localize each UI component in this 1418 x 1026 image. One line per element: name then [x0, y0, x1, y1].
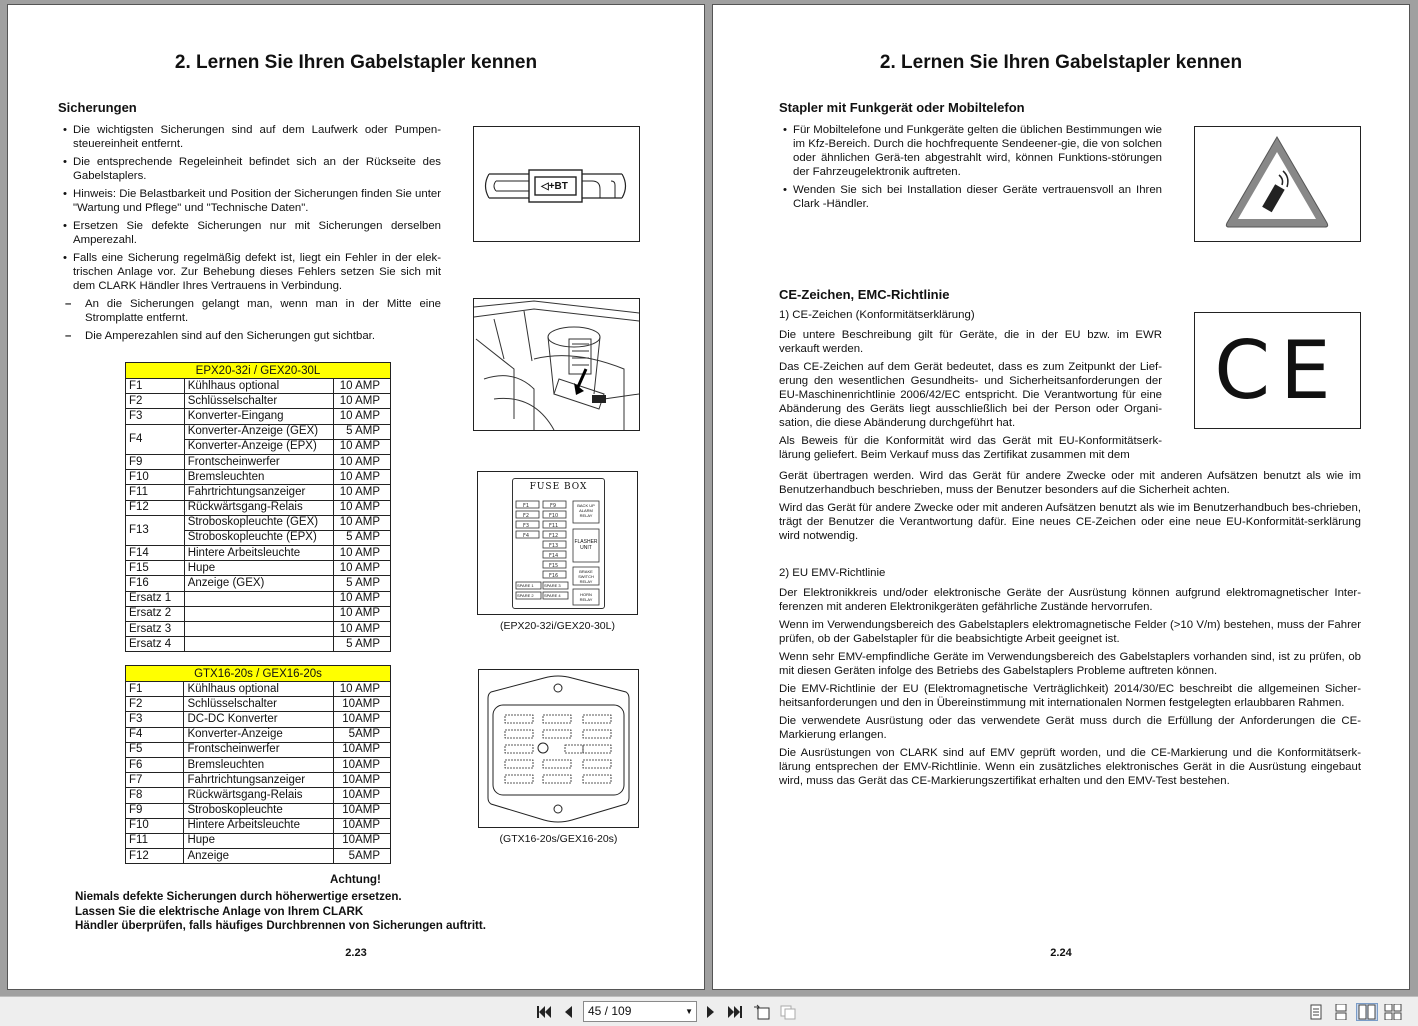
- svg-text:F1: F1: [523, 503, 530, 509]
- table-row: [126, 454, 391, 469]
- page-left: [7, 4, 705, 990]
- table-row: [126, 546, 391, 561]
- fuse-function: Schlüsselschalter: [184, 394, 334, 409]
- fuse-id: F3: [126, 712, 184, 727]
- fusebox-spare-label: SPARE 1: [517, 583, 534, 588]
- fuse-function: Stroboskopleuchte: [184, 803, 334, 818]
- table-row: [126, 773, 391, 788]
- last-page-icon[interactable]: [726, 1003, 744, 1021]
- paragraph: Wenn im Verwendungsbereich des Gabelstaplers elektromagnetische Felder (>10 V/m) bestehen, muss der Fahrer prüfen, ob der Gabelstapler für die beabsichtigte Arbeit geeignet ist.: [779, 619, 1361, 645]
- fit-icon[interactable]: [779, 1003, 797, 1021]
- fuse-function: Anzeige (GEX): [184, 576, 334, 591]
- paragraph: Die Ausrüstungen von CLARK sind auf EMV geprüft worden, und die CE-Markierung und die Konformitätserk-lärung entsprechen der EMV-Richtlinie. Wenn ein zusätzliches elektronisches Gerät in die Ausrüstung eingebaut wird, muss das Gerät das CE-Markierungszertifikat erhalten und den EMV-Test bestehen.: [779, 747, 1361, 787]
- fusebox-frame: [512, 478, 605, 609]
- page-title: 2. Lernen Sie Ihren Gabelstapler kennen: [879, 52, 1243, 73]
- fuse-rating: 5 AMP: [334, 576, 391, 591]
- fuse-id: F2: [126, 697, 184, 712]
- fuse-function: Frontscheinwerfer: [184, 742, 334, 757]
- fuse-rating: 5 AMP: [334, 530, 391, 545]
- table-row: [126, 712, 391, 727]
- ce-mark: CE: [1214, 324, 1341, 417]
- emv-subheading: 2) EU EMV-Richtlinie: [779, 567, 886, 579]
- ce-subheading: 1) CE-Zeichen (Konformitätserklärung): [779, 309, 975, 321]
- fuse-function: Schlüsselschalter: [184, 697, 334, 712]
- fuse-id: F9: [126, 803, 184, 818]
- fuse-function: Hupe: [184, 561, 334, 576]
- section-title-radio: Stapler mit Funkgerät oder Mobiltelefon: [779, 100, 1025, 115]
- fuse-rating: 10 AMP: [334, 470, 391, 485]
- bullet-item: • Ersetzen Sie defekte Sicherungen nur mit Sicherungen derselben Amperezahl.: [63, 219, 441, 247]
- fuse-function: [184, 622, 334, 637]
- bullet-item: • Die entsprechende Regeleinheit befindet sich an der Rückseite des Gabelstaplers.: [63, 155, 441, 183]
- svg-text:F9: F9: [550, 503, 557, 509]
- fuse-function: [184, 606, 334, 621]
- fusebox-relay-label: BRAKE SWITCH RELAY: [578, 569, 594, 584]
- table-row: [126, 409, 391, 424]
- next-page-icon[interactable]: [702, 1003, 720, 1021]
- dash-item: – Die Amperezahlen sind auf den Sicherungen gut sichtbar.: [65, 329, 441, 343]
- fuse-id: F7: [126, 773, 184, 788]
- warning-title: Achtung!: [330, 873, 381, 886]
- fuse-id: F10: [126, 470, 185, 485]
- fuse-function: Konverter-Anzeige: [184, 727, 334, 742]
- fuse-rating: 10 AMP: [334, 409, 391, 424]
- chevron-down-icon[interactable]: ▼: [685, 1007, 693, 1016]
- fuse-function: Fahrtrichtungsanzeiger: [184, 485, 334, 500]
- fuse-function: Bremsleuchten: [184, 757, 334, 772]
- page-title: 2. Lernen Sie Ihren Gabelstapler kennen: [174, 52, 538, 73]
- fuse-id: Ersatz 2: [126, 606, 185, 621]
- fuse-illustration: [473, 126, 640, 242]
- section-title-ce: CE-Zeichen, EMC-Richtlinie: [779, 287, 950, 302]
- fuse-function: Konverter-Eingang: [184, 409, 334, 424]
- table-row: [126, 470, 391, 485]
- svg-text:F13: F13: [549, 543, 559, 549]
- fuse-function: Kühlhaus optional: [184, 379, 334, 394]
- fusebox-title: FUSE BOX: [529, 482, 588, 492]
- bullet-item: • Hinweis: Die Belastbarkeit und Position der Sicherungen finden Sie unter "Wartung und Pflege" und "Technische Daten".: [63, 187, 441, 215]
- facing-icon[interactable]: [1356, 1003, 1378, 1021]
- fuse-function: Anzeige: [184, 849, 334, 864]
- table-row: [126, 637, 391, 652]
- fuse-rating: 10 AMP: [334, 500, 391, 515]
- fuse-function: Rückwärtsgang-Relais: [184, 788, 334, 803]
- svg-text:F2: F2: [523, 513, 530, 519]
- warning-triangle-icon: [1195, 127, 1360, 241]
- fuse-id: F12: [126, 849, 184, 864]
- fuse-function: Rückwärtsgang-Relais: [184, 500, 334, 515]
- fuse-id: F5: [126, 742, 184, 757]
- fuse-rating: 10AMP: [334, 697, 391, 712]
- table-row: [126, 561, 391, 576]
- fuse-function: Frontscheinwerfer: [184, 454, 334, 469]
- paragraph: Die verwendete Ausrüstung oder das verwendete Gerät muss durch die Erfüllung der Anforderungen die CE-Markierung erlangen.: [779, 715, 1361, 741]
- fuse-bullets: [63, 123, 441, 347]
- paragraph: Das CE-Zeichen auf dem Gerät bedeutet, dass es zum Zeitpunkt der Lief-erung den wesentlichen Gesundheits- und Sicherheitsanforderungen der EU-Maschinenrichtlinie 2006/42/EC entspricht. Die Verantwortung für eine Abänderung des Geräts liegt ausschließlich bei der Person oder Organi-sation, die diese Abänderung durchgeführt hat.: [779, 361, 1162, 429]
- fuse-id: F10: [126, 818, 184, 833]
- table-row: [126, 576, 391, 591]
- bullet-item: • Wenden Sie sich bei Installation dieser Geräte vertrauensvoll an Ihren Clark -Händler.: [783, 183, 1162, 211]
- fuse-rating: 10AMP: [334, 712, 391, 727]
- svg-text:F3: F3: [523, 523, 530, 529]
- radio-bullets: [783, 123, 1162, 215]
- emv-paragraphs: [779, 586, 1361, 792]
- fuse-rating: 10 AMP: [334, 546, 391, 561]
- fuse-function: DC-DC Konverter: [184, 712, 334, 727]
- table-row: [126, 818, 391, 833]
- fuse-rating: 5 AMP: [334, 637, 391, 652]
- fuse-table-gtx: [125, 665, 391, 864]
- fusebox-gtx-illustration: [478, 669, 639, 828]
- figure-caption: (EPX20-32i/GEX20-30L): [500, 620, 615, 632]
- table-row: [126, 622, 391, 637]
- ce-mark-illustration: [1194, 312, 1361, 429]
- paragraph: Wenn sehr EMV-empfindliche Geräte im Verwendungsbereich des Gabelstaplers vorhanden sind, ist zu prüfen, ob mit diesen Geräten infolge des Betriebs des Gabelstaplers Probleme auftreten können.: [779, 651, 1361, 677]
- fuse-id: F1: [126, 379, 185, 394]
- fusebox-spare-label: SPARE 3: [544, 583, 561, 588]
- ce-paragraphs-wide: [779, 469, 1361, 547]
- radio-warning-illustration: [1194, 126, 1361, 242]
- table-row: [126, 515, 391, 530]
- fusebox-relay-label: BACK UP ALARM RELAY: [577, 503, 595, 518]
- fusebox-gtx-drawing: [479, 670, 638, 827]
- fuse-function: Konverter-Anzeige (GEX): [184, 424, 334, 439]
- fuse-id: F11: [126, 485, 185, 500]
- svg-text:F4: F4: [523, 533, 530, 539]
- fuse-function: Stroboskopleuchte (EPX): [184, 530, 334, 545]
- paragraph: Die untere Beschreibung gilt für Geräte, die in der EU bzw. im EWR verkauft werden.: [779, 329, 1162, 355]
- svg-text:F11: F11: [549, 523, 559, 529]
- table-row: [126, 394, 391, 409]
- fuse-id: F4: [126, 727, 184, 742]
- fuse-id: F12: [126, 500, 185, 515]
- svg-text:F12: F12: [549, 533, 559, 539]
- paragraph: Der Elektronikkreis und/oder elektronische Geräte der Ausrüstung können aufgrund elektromagnetischer Inter-ferenzen mit anderen Elektronikgeräten gefährliche Zustände hervorrufen.: [779, 587, 1361, 613]
- fuse-rating: 10 AMP: [334, 394, 391, 409]
- fuse-rating: 10 AMP: [334, 622, 391, 637]
- warning-line: Niemals defekte Sicherungen durch höherwertige ersetzen.: [75, 890, 402, 903]
- fuse-id: F1: [126, 682, 184, 697]
- fuse-rating: 10 AMP: [334, 485, 391, 500]
- fuse-function: Konverter-Anzeige (EPX): [184, 439, 334, 454]
- forklift-fuse-location-illustration: [473, 298, 640, 431]
- table-header: GTX16-20s / GEX16-20s: [126, 666, 391, 682]
- page-number: 2.23: [345, 947, 367, 959]
- fuse-rating: 10 AMP: [334, 682, 391, 697]
- fuse-id: F11: [126, 833, 184, 848]
- single-page-icon[interactable]: [1307, 1003, 1325, 1021]
- fuse-rating: 10 AMP: [334, 439, 391, 454]
- table-row: [126, 697, 391, 712]
- page-right: [712, 4, 1410, 990]
- continuous-icon[interactable]: [1332, 1003, 1350, 1021]
- fuse-rating: 10 AMP: [334, 591, 391, 606]
- fuse-function: Stroboskopleuchte (GEX): [184, 515, 334, 530]
- paragraph: Die EMV-Richtlinie der EU (Elektromagnetische Verträglichkeit) 2014/30/EC beschreibt die allgemeinen Sicher-heitsanforderungen und den in Übereinstimmung mit internationalen Normen festgelegten erlaubbaren Rahmen.: [779, 683, 1361, 709]
- navigation-toolbar: [0, 996, 1418, 1026]
- table-row: [126, 757, 391, 772]
- bullet-item: • Für Mobiltelefone und Funkgeräte gelten die üblichen Bestimmungen wie im Kfz-Bereich. Durch die hochfrequente Sendeener-gie, die von solchen oder ähnlichen Gerä-ten abgestrahlt wird, können Funktions-störungen der Fahrzeugelektronik auftreten.: [783, 123, 1162, 179]
- fuse-rating: 10 AMP: [334, 454, 391, 469]
- fuse-rating: 10AMP: [334, 818, 391, 833]
- table-row: [126, 500, 391, 515]
- fuse-rating: 10 AMP: [334, 515, 391, 530]
- fuse-id: F13: [126, 515, 185, 545]
- forklift-drawing: [474, 299, 639, 430]
- fuse-id: Ersatz 4: [126, 637, 185, 652]
- fuse-function: Hupe: [184, 833, 334, 848]
- fuse-rating: 10 AMP: [334, 561, 391, 576]
- svg-text:F10: F10: [549, 513, 559, 519]
- fuse-rating: 10AMP: [334, 833, 391, 848]
- prev-page-icon[interactable]: [559, 1003, 577, 1021]
- fuse-id: F8: [126, 788, 184, 803]
- fusebox-spare-label: SPARE 2: [517, 593, 534, 598]
- warning-text: [75, 890, 595, 934]
- fuse-function: Hintere Arbeitsleuchte: [184, 818, 334, 833]
- table-row: [126, 788, 391, 803]
- figure-caption: (GTX16-20s/GEX16-20s): [499, 833, 618, 845]
- warning-line: Händler überprüfen, falls häufiges Durchbrennen von Sicherungen auftritt.: [75, 919, 486, 932]
- fuse-rating: 10AMP: [334, 803, 391, 818]
- table-row: [126, 379, 391, 394]
- warning-line: Lassen Sie die elektrische Anlage von Ihrem CLARK: [75, 904, 364, 918]
- fuse-rating: 5AMP: [334, 849, 391, 864]
- fuse-id: F16: [126, 576, 185, 591]
- fuse-rating: 10AMP: [334, 788, 391, 803]
- table-row: [126, 682, 391, 697]
- table-row: [126, 727, 391, 742]
- page-number: 2.24: [1050, 947, 1072, 959]
- bullet-item: • Falls eine Sicherung regelmäßig defekt ist, liegt ein Fehler in der elek-trischen Anlage vor. Zur Behebung dieses Fehlers setzen Sie sich mit dem CLARK Händler Ihres Vertrauens in Verbindung.: [63, 251, 441, 293]
- fuse-label: ◁+BT: [541, 181, 568, 192]
- section-title-fuses: Sicherungen: [58, 100, 137, 115]
- table-row: [126, 742, 391, 757]
- fuse-rating: 10 AMP: [334, 606, 391, 621]
- fuse-id: F3: [126, 409, 185, 424]
- fuse-id: F15: [126, 561, 185, 576]
- fusebox-relay-label: FLASHER UNIT: [574, 539, 598, 551]
- table-row: [126, 485, 391, 500]
- page-number-input[interactable]: [583, 1001, 697, 1022]
- fuse-id: F6: [126, 757, 184, 772]
- fuse-function: Fahrtrichtungsanzeiger: [184, 773, 334, 788]
- fuse-id: F14: [126, 546, 185, 561]
- fuse-id: Ersatz 3: [126, 622, 185, 637]
- dash-item: – An die Sicherungen gelangt man, wenn man in der Mitte eine Stromplatte entfernt.: [65, 297, 441, 325]
- table-header: EPX20-32i / GEX20-30L: [126, 363, 391, 379]
- fuse-id: F2: [126, 394, 185, 409]
- fuse-rating: 10AMP: [334, 773, 391, 788]
- fuse-id: Ersatz 1: [126, 591, 185, 606]
- paragraph: Wird das Gerät für andere Zwecke oder mit anderen Aufsätzen benutzt als wie im Benutzerhandbuch bes-chrieben, trägt der Benutzer die Verantwortung dafür. Eine neues CE-Zeichen oder eine neue EU-Konformität-serklärung wird notwendig.: [779, 502, 1361, 542]
- bullet-item: • Die wichtigsten Sicherungen sind auf dem Laufwerk oder Pumpen-steuereinheit entfernt.: [63, 123, 441, 151]
- first-page-icon[interactable]: [535, 1003, 553, 1021]
- paragraph: Als Beweis für die Konformität wird das Gerät mit EU-Konformitätserk-lärung geliefert. Beim Verkauf muss das Zertifikat zusammen mit dem: [779, 435, 1162, 461]
- paragraph: Gerät übertragen werden. Wird das Gerät für andere Zwecke oder mit anderen Aufsätzen benutzt als wie im Benutzerhandbuch beschrieben, muss der Benutzer besonders auf die Sicherheit achten.: [779, 470, 1361, 496]
- table-row: [126, 803, 391, 818]
- fuse-function: [184, 637, 334, 652]
- fuse-rating: 5 AMP: [334, 424, 391, 439]
- fusebox-epx-illustration: [477, 471, 638, 615]
- fuse-table-epx: [125, 362, 391, 652]
- table-row: [126, 606, 391, 621]
- fuse-rating: 10 AMP: [334, 379, 391, 394]
- svg-text:F16: F16: [549, 573, 559, 579]
- fuse-rating: 10AMP: [334, 757, 391, 772]
- table-row: [126, 591, 391, 606]
- table-row: [126, 849, 391, 864]
- ce-paragraphs: [779, 328, 1162, 462]
- fusebox-relay-label: HORN RELAY: [579, 592, 593, 602]
- fuse-function: Bremsleuchten: [184, 470, 334, 485]
- fuse-id: F9: [126, 454, 185, 469]
- rotate-icon[interactable]: [753, 1003, 771, 1021]
- page-indicator: 45 / 109: [588, 1004, 632, 1018]
- fusebox-spare-label: SPARE 4: [544, 593, 561, 598]
- table-row: [126, 424, 391, 439]
- fuse-function: Kühlhaus optional: [184, 682, 334, 697]
- fuse-id: F4: [126, 424, 185, 454]
- svg-text:F15: F15: [549, 563, 559, 569]
- facing-continuous-icon[interactable]: [1384, 1003, 1402, 1021]
- fuse-rating: 10AMP: [334, 742, 391, 757]
- svg-text:F14: F14: [549, 553, 559, 559]
- fuse-function: Hintere Arbeitsleuchte: [184, 546, 334, 561]
- fuse-function: [184, 591, 334, 606]
- table-row: [126, 833, 391, 848]
- fuse-rating: 5AMP: [334, 727, 391, 742]
